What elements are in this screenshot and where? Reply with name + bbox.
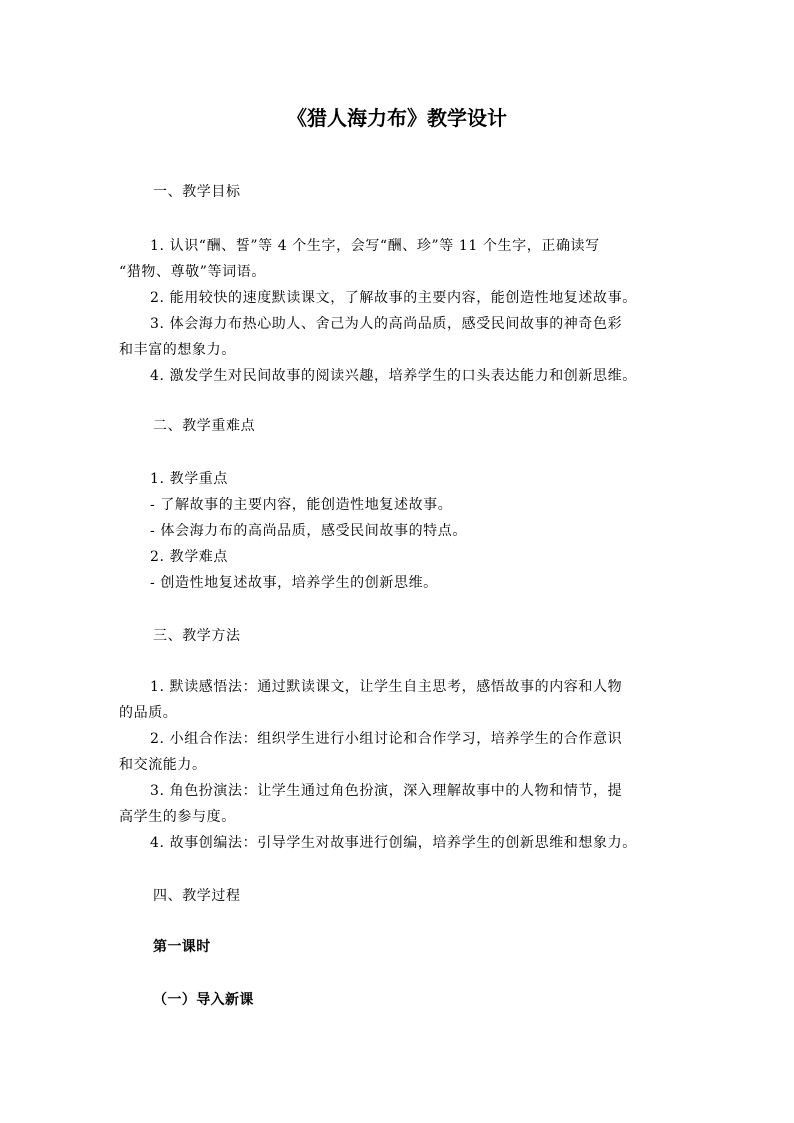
objective-1-line-2: “猎物、尊敬”等词语。 xyxy=(119,264,266,280)
key-point-item-1: - 了解故事的主要内容，能创造性地复述故事。 xyxy=(150,497,453,513)
method-1-line-1: 1. 默读感悟法：通过默读课文，让学生自主思考，感悟故事的内容和人物 xyxy=(150,679,623,695)
section-heading-process: 四、教学过程 xyxy=(153,888,241,904)
key-point-heading: 1. 教学重点 xyxy=(150,471,229,487)
document-title: 《猎人海力布》教学设计 xyxy=(287,106,507,130)
method-2-line-2: 和交流能力。 xyxy=(119,757,207,773)
method-4: 4. 故事创编法：引导学生对故事进行创编，培养学生的创新思维和想象力。 xyxy=(150,835,637,851)
lesson-heading: 第一课时 xyxy=(153,939,211,955)
method-3-line-2: 高学生的参与度。 xyxy=(119,809,236,825)
method-1-line-2: 的品质。 xyxy=(119,705,178,721)
section-heading-methods: 三、教学方法 xyxy=(153,628,241,644)
difficulty-item-1: - 创造性地复述故事，培养学生的创新思维。 xyxy=(150,575,438,591)
method-2-line-1: 2. 小组合作法：组织学生进行小组讨论和合作学习，培养学生的合作意识 xyxy=(150,731,623,747)
section-heading-key-points: 二、教学重难点 xyxy=(153,418,256,434)
step-heading: （一）导入新课 xyxy=(153,992,254,1008)
objective-4: 4. 激发学生对民间故事的阅读兴趣，培养学生的口头表达能力和创新思维。 xyxy=(150,368,637,384)
objective-3-line-2: 和丰富的想象力。 xyxy=(119,342,236,358)
difficulty-heading: 2. 教学难点 xyxy=(150,549,229,565)
method-3-line-1: 3. 角色扮演法：让学生通过角色扮演，深入理解故事中的人物和情节，提 xyxy=(150,783,623,799)
objective-1-line-1: 1. 认识“酬、誓”等 4 个生字，会写“酬、珍”等 11 个生字，正确读写 xyxy=(150,238,600,254)
key-point-item-2: - 体会海力布的高尚品质，感受民间故事的特点。 xyxy=(150,523,467,539)
objective-2: 2. 能用较快的速度默读课文，了解故事的主要内容，能创造性地复述故事。 xyxy=(150,290,637,306)
objective-3-line-1: 3. 体会海力布热心助人、舍己为人的高尚品质，感受民间故事的神奇色彩 xyxy=(150,316,623,332)
section-heading-objectives: 一、教学目标 xyxy=(153,184,241,200)
